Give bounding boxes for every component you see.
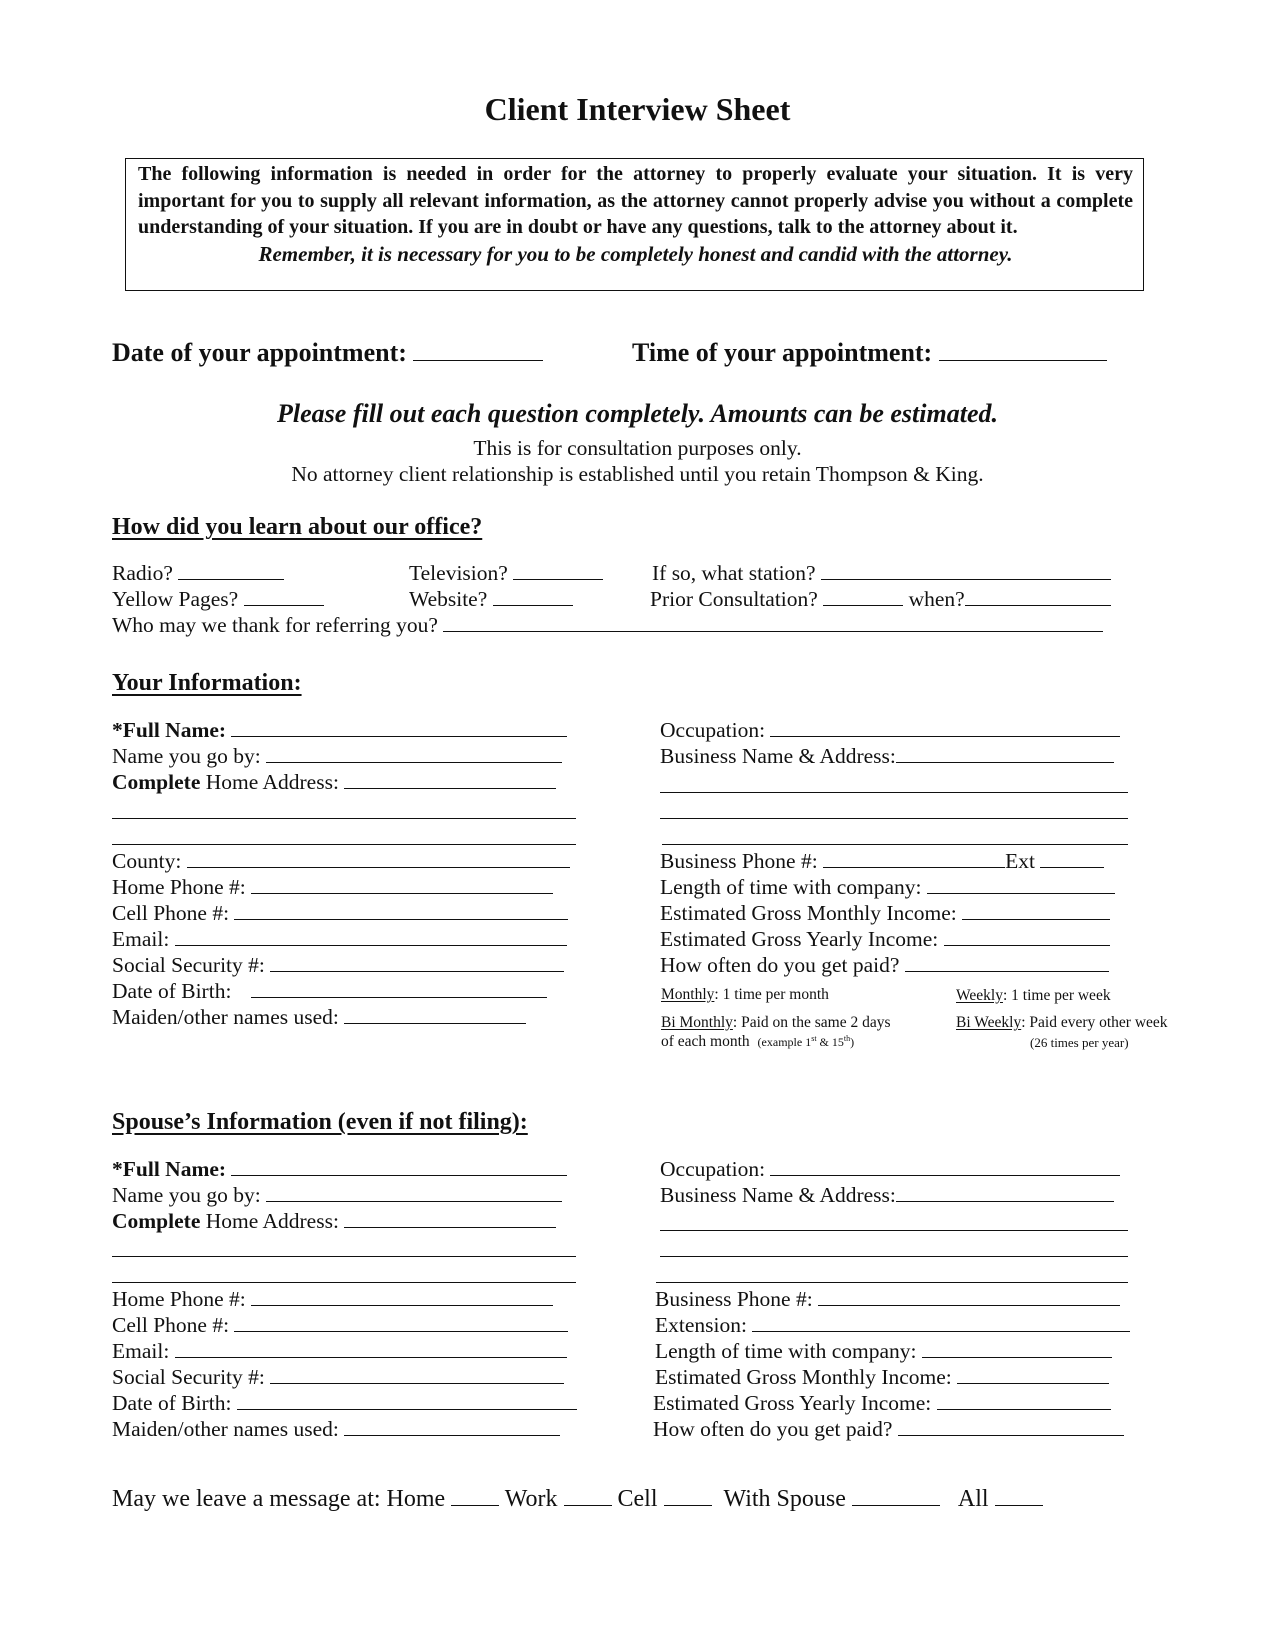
bimonthly-example — [758, 1035, 855, 1049]
your-business-line-3[interactable] — [660, 818, 1128, 819]
radio-label: Radio? — [112, 561, 173, 585]
spouse-paid-field[interactable] — [898, 1434, 1124, 1436]
your-complete-label: Complete — [112, 770, 201, 794]
your-address-label: Home Address: — [200, 770, 339, 794]
when-label: when? — [908, 587, 965, 611]
spouse-full-name-field[interactable] — [231, 1174, 567, 1176]
spouse-cell-phone-field[interactable] — [234, 1330, 568, 1332]
spouse-business-phone-label: Business Phone #: — [655, 1287, 813, 1311]
spouse-address-row — [112, 1209, 556, 1234]
your-info-heading: Your Information: — [112, 670, 302, 696]
pay-note-bimonthly-2 — [661, 1033, 854, 1051]
spouse-business-field[interactable] — [896, 1200, 1114, 1202]
monthly-term: Monthly — [661, 986, 715, 1003]
when-field[interactable] — [965, 604, 1111, 606]
spouse-maiden-row — [112, 1417, 560, 1442]
your-home-phone-label: Home Phone #: — [112, 875, 246, 899]
your-yearly-income-row — [660, 927, 1110, 952]
message-cell-label: Cell — [617, 1486, 658, 1512]
spouse-monthly-income-row — [655, 1365, 1109, 1390]
spouse-email-row — [112, 1339, 567, 1364]
pay-note-biweekly — [956, 1014, 1168, 1032]
your-go-by-row — [112, 744, 562, 769]
your-occupation-label: Occupation: — [660, 718, 766, 742]
spouse-occupation-field[interactable] — [770, 1174, 1120, 1176]
message-cell-field[interactable] — [664, 1504, 712, 1506]
bimonthly-amp: & 15 — [816, 1035, 844, 1049]
appointment-time — [632, 338, 1107, 368]
message-spouse-label: With Spouse — [723, 1486, 846, 1512]
spouse-paid-label: How often do you get paid? — [653, 1417, 893, 1441]
spouse-yearly-income-label: Estimated Gross Yearly Income: — [653, 1391, 932, 1415]
spouse-full-name-label: *Full Name: — [112, 1157, 227, 1181]
your-length-field[interactable] — [927, 892, 1115, 894]
station-row — [652, 561, 1111, 586]
yellow-pages-field[interactable] — [244, 604, 324, 606]
your-county-field[interactable] — [187, 866, 570, 868]
spouse-go-by-field[interactable] — [266, 1200, 562, 1202]
your-dob-label: Date of Birth: — [112, 979, 232, 1003]
bimonthly-th: th — [843, 1034, 851, 1043]
your-full-name-field[interactable] — [231, 735, 567, 737]
bimonthly-term: Bi Monthly — [661, 1014, 733, 1031]
your-home-phone-field[interactable] — [251, 892, 553, 894]
bimonthly-st: st — [811, 1034, 817, 1043]
bimonthly-close: ) — [850, 1035, 855, 1049]
your-email-field[interactable] — [175, 944, 567, 946]
website-row — [409, 587, 573, 612]
your-full-name-row — [112, 718, 567, 743]
appointment-date-label: Date of your appointment: — [112, 338, 407, 367]
your-email-row — [112, 927, 567, 952]
your-ssn-label: Social Security #: — [112, 953, 265, 977]
your-occupation-field[interactable] — [770, 735, 1120, 737]
appointment-date-field[interactable] — [413, 359, 543, 361]
your-cell-phone-field[interactable] — [234, 918, 568, 920]
message-work-label: Work — [504, 1486, 558, 1512]
message-prefix: May we leave a message at: Home — [112, 1486, 446, 1512]
spouse-extension-row — [655, 1313, 1130, 1338]
your-paid-row — [660, 953, 1109, 978]
your-business-phone-label: Business Phone #: — [660, 849, 818, 873]
spouse-address-line-3[interactable] — [112, 1282, 576, 1283]
television-row — [409, 561, 603, 586]
weekly-term: Weekly — [956, 987, 1003, 1004]
yellow-pages-row — [112, 587, 324, 612]
spouse-monthly-income-label: Estimated Gross Monthly Income: — [655, 1365, 952, 1389]
your-go-by-field[interactable] — [266, 761, 562, 763]
your-monthly-income-field[interactable] — [962, 918, 1110, 920]
appointment-time-field[interactable] — [939, 359, 1107, 361]
biweekly-term: Bi Weekly — [956, 1014, 1022, 1031]
spouse-business-line-3[interactable] — [660, 1256, 1128, 1257]
your-business-line-4[interactable] — [662, 844, 1128, 845]
spouse-full-name-row — [112, 1157, 567, 1182]
yellow-pages-label: Yellow Pages? — [112, 587, 239, 611]
spouse-go-by-row — [112, 1183, 562, 1208]
notice-remember: Remember, it is necessary for you to be completely honest and candid with the attorney. — [258, 241, 1013, 266]
your-business-line-2[interactable] — [660, 792, 1128, 793]
pay-note-monthly — [661, 986, 829, 1004]
your-home-phone-row — [112, 875, 553, 900]
weekly-desc: : 1 time per week — [1002, 987, 1111, 1004]
spouse-extension-field[interactable] — [752, 1330, 1130, 1332]
spouse-email-label: Email: — [112, 1339, 170, 1363]
thank-field[interactable] — [443, 630, 1103, 632]
your-cell-phone-row — [112, 901, 568, 926]
spouse-complete-label: Complete — [112, 1209, 201, 1233]
website-field[interactable] — [493, 604, 573, 606]
your-monthly-income-row — [660, 901, 1110, 926]
your-full-name-label: *Full Name: — [112, 718, 227, 742]
spouse-maiden-label: Maiden/other names used: — [112, 1417, 339, 1441]
instructions-line-2: No attorney client relationship is established until you retain Thompson & King. — [291, 462, 984, 486]
spouse-business-row — [660, 1183, 1114, 1208]
appointment-date — [112, 338, 543, 368]
spouse-info-heading: Spouse’s Information (even if not filing): — [112, 1109, 528, 1135]
your-length-row — [660, 875, 1115, 900]
spouse-home-phone-row — [112, 1287, 553, 1312]
spouse-paid-row — [653, 1417, 1124, 1442]
radio-row — [112, 561, 284, 586]
spouse-yearly-income-row — [653, 1391, 1111, 1416]
bimonthly-example-text: (example 1 — [757, 1035, 812, 1049]
spouse-home-phone-label: Home Phone #: — [112, 1287, 246, 1311]
spouse-length-label: Length of time with company: — [655, 1339, 917, 1363]
spouse-occupation-label: Occupation: — [660, 1157, 766, 1181]
message-work-field[interactable] — [564, 1504, 612, 1506]
biweekly-desc: : Paid every other week — [1021, 1014, 1168, 1031]
spouse-cell-phone-label: Cell Phone #: — [112, 1313, 230, 1337]
spouse-address-field[interactable] — [344, 1226, 556, 1228]
spouse-business-line-2[interactable] — [660, 1230, 1128, 1231]
television-label: Television? — [409, 561, 508, 585]
your-business-field[interactable] — [896, 761, 1114, 763]
your-yearly-income-field[interactable] — [944, 944, 1110, 946]
notice-box — [125, 158, 1144, 291]
spouse-length-field[interactable] — [922, 1356, 1112, 1358]
thank-label: Who may we thank for referring you? — [112, 613, 438, 637]
prior-label: Prior Consultation? — [650, 587, 818, 611]
spouse-yearly-income-field[interactable] — [937, 1408, 1111, 1410]
spouse-email-field[interactable] — [175, 1356, 567, 1358]
spouse-ssn-row — [112, 1365, 564, 1390]
your-go-by-label: Name you go by: — [112, 744, 261, 768]
spouse-cell-phone-row — [112, 1313, 568, 1338]
your-ext-label: Ext — [1005, 849, 1035, 873]
your-ssn-field[interactable] — [270, 970, 564, 972]
spouse-length-row — [655, 1339, 1112, 1364]
your-maiden-label: Maiden/other names used: — [112, 1005, 339, 1029]
spouse-ssn-field[interactable] — [270, 1382, 564, 1384]
biweekly-desc-2: (26 times per year) — [1030, 1035, 1129, 1050]
instructions-line-1: This is for consultation purposes only. — [473, 436, 802, 460]
appointment-time-label: Time of your appointment: — [632, 338, 933, 367]
spouse-dob-row — [112, 1391, 577, 1416]
your-business-label: Business Name & Address: — [660, 744, 896, 768]
bimonthly-desc-2: of each month — [661, 1033, 750, 1050]
pay-note-bimonthly — [661, 1014, 890, 1032]
your-occupation-row — [660, 718, 1120, 743]
your-address-line-3[interactable] — [112, 844, 576, 845]
your-dob-row — [112, 979, 547, 1004]
radio-field[interactable] — [178, 578, 284, 580]
spouse-business-line-4[interactable] — [656, 1282, 1128, 1283]
page-title: Client Interview Sheet — [484, 91, 791, 127]
your-email-label: Email: — [112, 927, 170, 951]
your-dob-field[interactable] — [251, 996, 547, 998]
your-yearly-income-label: Estimated Gross Yearly Income: — [660, 927, 939, 951]
message-spouse-field[interactable] — [852, 1504, 940, 1506]
spouse-maiden-field[interactable] — [344, 1434, 560, 1436]
website-label: Website? — [409, 587, 488, 611]
spouse-dob-label: Date of Birth: — [112, 1391, 232, 1415]
your-address-row — [112, 770, 556, 795]
your-cell-phone-label: Cell Phone #: — [112, 901, 230, 925]
notice-paragraph: The following information is needed in order for the attorney to properly evaluate your situation. It is very important for you to supply all relevant information, as the attorney cannot properly advise you without a complete understanding of your situation. If you are in doubt or have any questions, talk to the attorney about it. — [138, 163, 1133, 238]
your-address-line-2[interactable] — [112, 818, 576, 819]
your-county-label: County: — [112, 849, 182, 873]
spouse-address-line-2[interactable] — [112, 1256, 576, 1257]
spouse-address-label: Home Address: — [200, 1209, 339, 1233]
message-home-field[interactable] — [451, 1504, 499, 1506]
your-county-row — [112, 849, 570, 874]
prior-field[interactable] — [823, 604, 903, 606]
referral-heading: How did you learn about our office? — [112, 514, 483, 540]
your-ssn-row — [112, 953, 564, 978]
your-paid-field[interactable] — [905, 970, 1109, 972]
message-row — [112, 1486, 1043, 1513]
pay-note-weekly — [956, 987, 1111, 1005]
monthly-desc: : 1 time per month — [714, 986, 829, 1003]
station-label: If so, what station? — [652, 561, 816, 585]
your-monthly-income-label: Estimated Gross Monthly Income: — [660, 901, 957, 925]
spouse-business-label: Business Name & Address: — [660, 1183, 896, 1207]
spouse-home-phone-field[interactable] — [251, 1304, 553, 1306]
your-business-phone-row — [660, 849, 1104, 874]
station-field[interactable] — [821, 578, 1111, 580]
your-business-row — [660, 744, 1114, 769]
your-paid-label: How often do you get paid? — [660, 953, 900, 977]
instructions-headline: Please fill out each question completely. Amounts can be estimated. — [277, 399, 998, 428]
prior-row — [650, 587, 1111, 612]
spouse-occupation-row — [660, 1157, 1120, 1182]
your-length-label: Length of time with company: — [660, 875, 922, 899]
your-maiden-row — [112, 1005, 526, 1030]
spouse-business-phone-field[interactable] — [818, 1304, 1120, 1306]
thank-row — [112, 613, 1103, 638]
spouse-monthly-income-field[interactable] — [957, 1382, 1109, 1384]
your-maiden-field[interactable] — [344, 1022, 526, 1024]
bimonthly-desc: : Paid on the same 2 days — [732, 1014, 891, 1031]
spouse-dob-field[interactable] — [237, 1408, 577, 1410]
message-all-field[interactable] — [995, 1504, 1043, 1506]
spouse-go-by-label: Name you go by: — [112, 1183, 261, 1207]
television-field[interactable] — [513, 578, 603, 580]
your-business-phone-field[interactable] — [823, 866, 1005, 868]
your-ext-field[interactable] — [1040, 866, 1104, 868]
spouse-ssn-label: Social Security #: — [112, 1365, 265, 1389]
spouse-business-phone-row — [655, 1287, 1120, 1312]
message-all-label: All — [957, 1486, 989, 1512]
spouse-extension-label: Extension: — [655, 1313, 747, 1337]
your-address-field[interactable] — [344, 787, 556, 789]
